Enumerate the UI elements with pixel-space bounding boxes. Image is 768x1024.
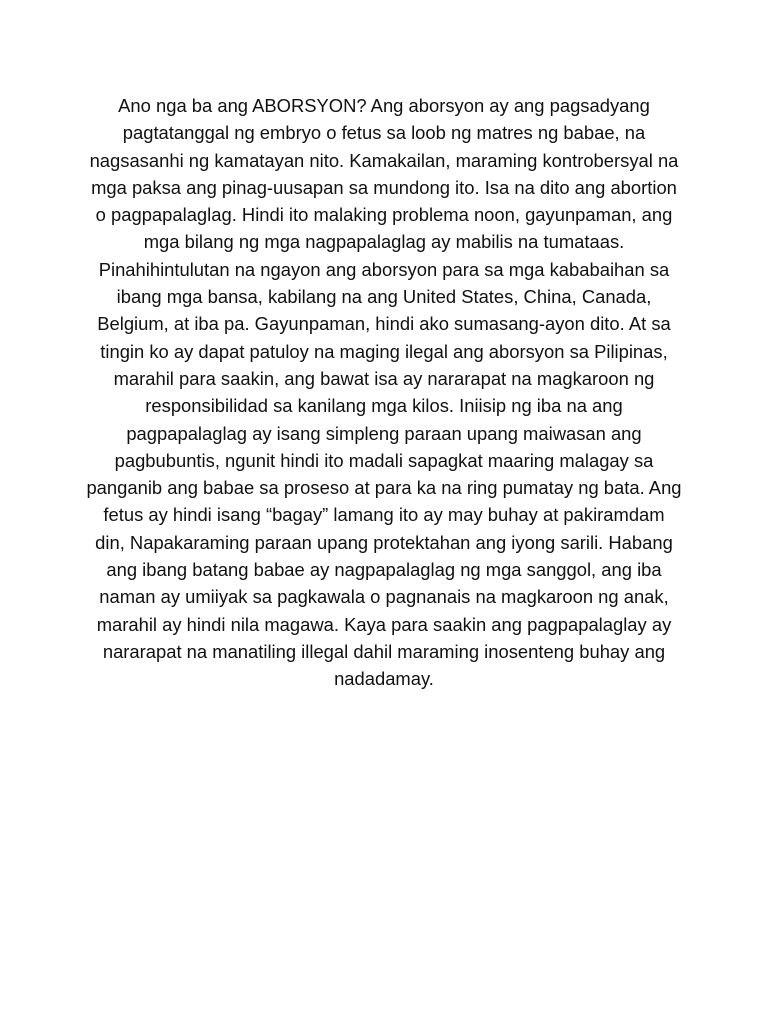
essay-line: pagpapalaglag ay isang simpleng paraan upang maiwasan ang xyxy=(126,422,642,444)
essay-line: nagsasanhi ng kamatayan nito. Kamakailan, maraming kontrobersyal na xyxy=(89,149,679,171)
essay-line: nadadamay. xyxy=(334,668,434,690)
essay-line: nararapat na manatiling illegal dahil maraming inosenteng buhay ang xyxy=(102,640,666,662)
essay-line: marahil ay hindi nila magawa. Kaya para saakin ang pagpapalaglay ay xyxy=(96,613,672,635)
essay-line: mga paksa ang pinag-uusapan sa mundong ito. Isa na dito ang abortion xyxy=(91,176,677,198)
essay-line: pagbubuntis, ngunit hindi ito madali sapagkat maaring malagay sa xyxy=(114,449,654,471)
essay-line: mga bilang ng mga nagpapalaglag ay mabilis na tumataas. xyxy=(143,231,625,253)
essay-paragraph xyxy=(78,92,690,693)
essay-line: Ano nga ba ang ABORSYON? Ang aborsyon ay ang pagsadyang xyxy=(118,95,650,116)
essay-line: responsibilidad sa kanilang mga kilos. Iniisip ng iba na ang xyxy=(145,395,623,417)
essay-line: o pagpapalaglag. Hindi ito malaking problema noon, gayunpaman, ang xyxy=(95,204,673,226)
essay-line: ibang mga bansa, kabilang na ang United States, China, Canada, xyxy=(116,286,652,308)
essay-line: naman ay umiiyak sa pagkawala o pagnanais na magkaroon ng anak, xyxy=(99,586,669,608)
essay-line: fetus ay hindi isang “bagay” lamang ito ay may buhay at pakiramdam xyxy=(103,504,665,526)
essay-line: pagtatanggal ng embryo o fetus sa loob ng matres ng babae, na xyxy=(122,122,646,144)
essay-line: marahil para saakin, ang bawat isa ay nararapat na magkaroon ng xyxy=(113,367,655,389)
essay-line: tingin ko ay dapat patuloy na maging ilegal ang aborsyon sa Pilipinas, xyxy=(100,340,668,362)
essay-line: Belgium, at iba pa. Gayunpaman, hindi ako sumasang-ayon dito. At sa xyxy=(97,313,671,335)
essay-line: panganib ang babae sa proseso at para ka na ring pumatay ng bata. Ang xyxy=(86,477,682,499)
essay-line: din, Napakaraming paraan upang protektahan ang iyong sarili. Habang xyxy=(95,531,673,553)
essay-line: Pinahihintulutan na ngayon ang aborsyon para sa mga kababaihan sa xyxy=(98,258,670,280)
essay-line: ang ibang batang babae ay nagpapalaglag ng mga sanggol, ang iba xyxy=(106,559,662,581)
